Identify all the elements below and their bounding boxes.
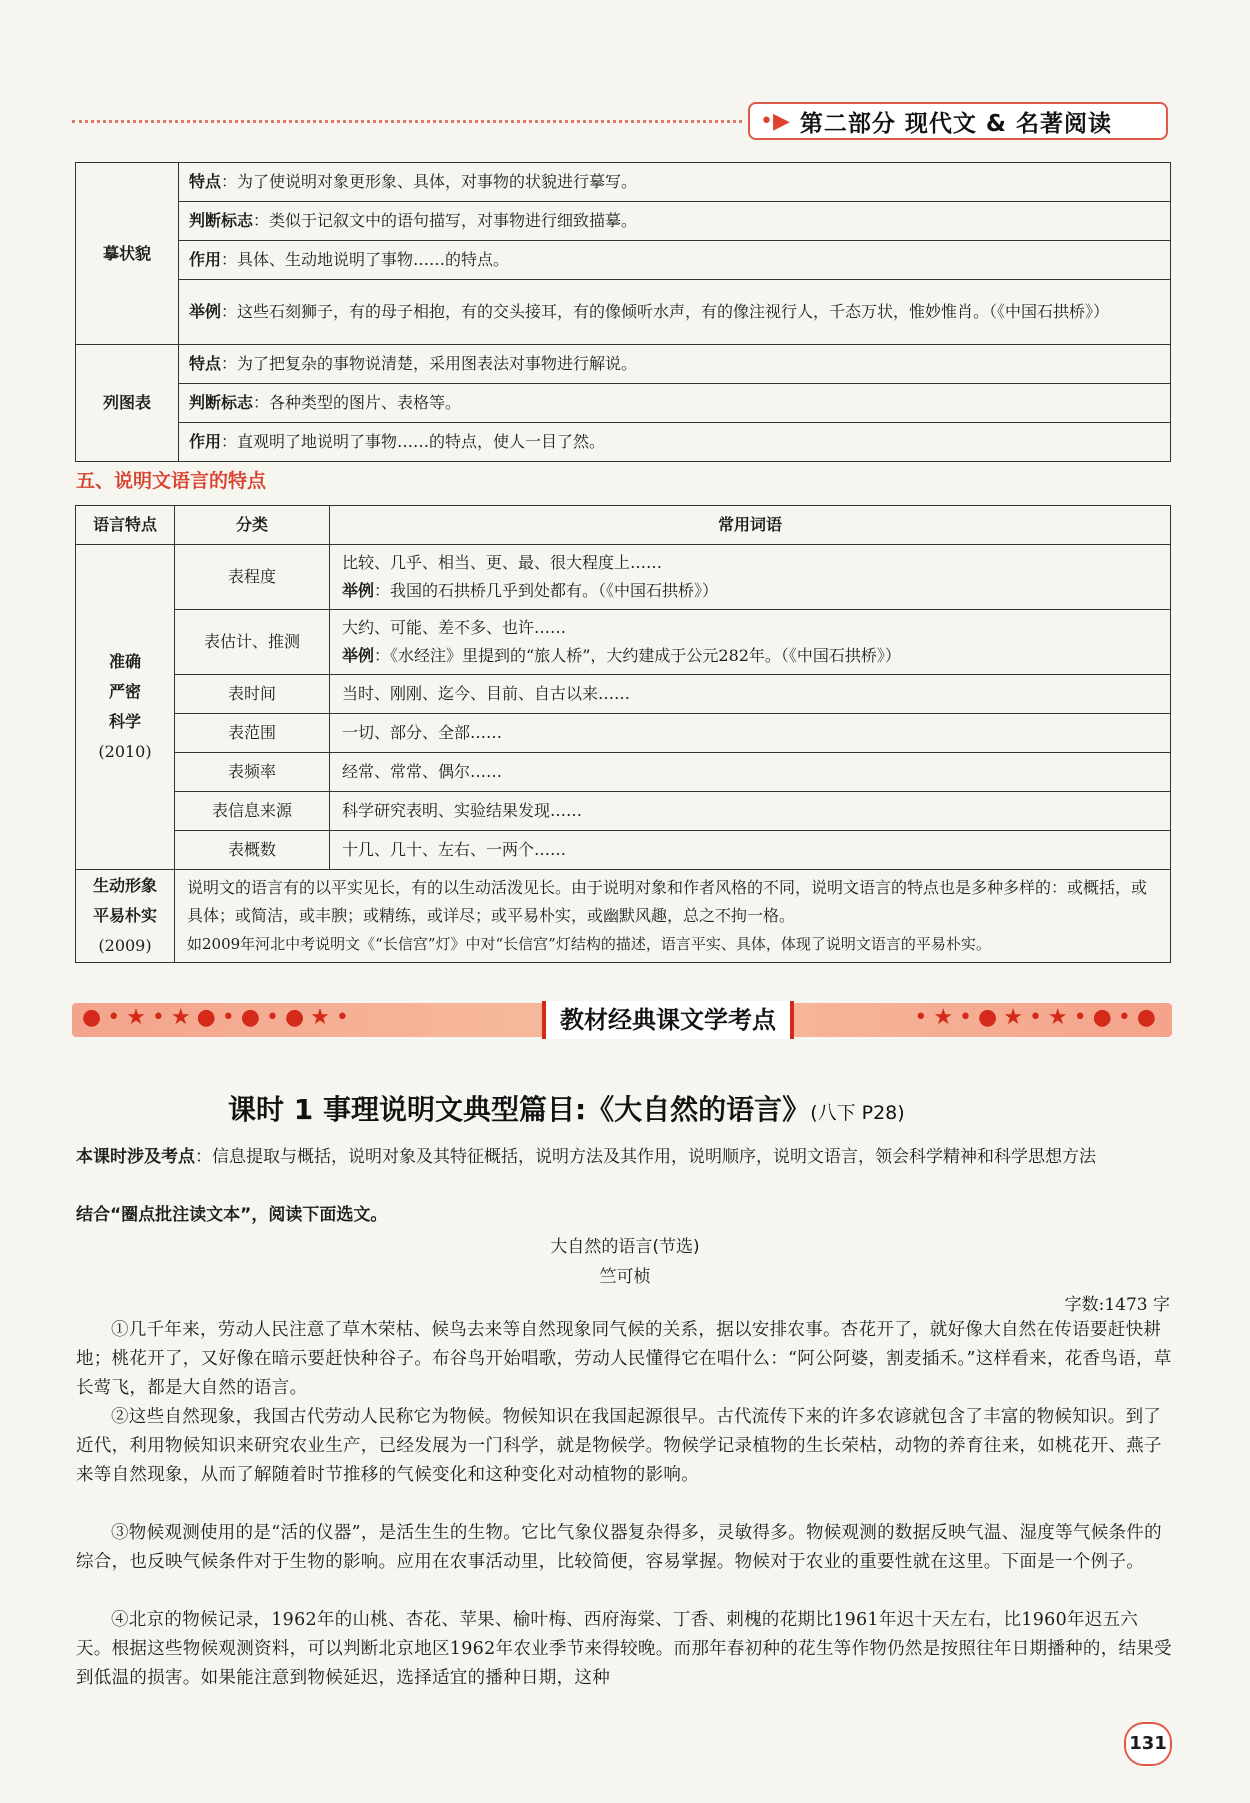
words-cell: 大约、可能、差不多、也许…… 举例：《水经注》里提到的“旅人桥”，大约建成于公元282年。（《中国石拱桥》）: [330, 610, 1171, 675]
table-row: 举例：这些石刻狮子，有的母子相抱，有的交头接耳，有的像倾听水声，有的像注视行人，千态万状，惟妙惟肖。（《中国石拱桥》）: [179, 280, 1171, 345]
table-row: 作用：直观明了地说明了事物……的特点，使人一目了然。: [179, 423, 1171, 462]
banner-decoration-icon: ●•★•★●•●•●★•: [82, 1005, 355, 1030]
article-author: 竺可桢: [599, 1267, 651, 1287]
table-row: 特点：为了使说明对象更形象、具体，对事物的状貌进行摹写。: [179, 163, 1171, 202]
class-cell: 表概数: [175, 831, 330, 870]
class-cell: 表信息来源: [175, 792, 330, 831]
section-header-tab: [748, 102, 1168, 140]
article-paragraph: ②这些自然现象，我国古代劳动人民称它为物候。物候知识在我国起源很早。古代流传下来的许多农谚就包含了丰富的物候知识。到了近代，利用物候知识来研究农业生产，已经发展为一门科学，就是物候学。物候学记录植物的生长荣枯，动物的养育往来，如桃花开、燕子来等自然现象，从而了解随着时节推移的气候变化和这种变化对动植物的影响。: [76, 1407, 1162, 1485]
banner-decoration-icon: •★•●★•★•●•●: [914, 1005, 1162, 1030]
table-row: 特点：为了把复杂的事物说清楚，采用图表法对事物进行解说。: [179, 345, 1171, 384]
article-paragraph: ③物候观测使用的是“活的仪器”，是活生生的生物。它比气象仪器复杂得多，灵敏得多。物候观测的数据反映气温、湿度等气候条件的综合，也反映气候条件对于生物的影响。应用在农事活动里，比较简便，容易掌握。物候对于农业的重要性就在这里。下面是一个例子。: [76, 1523, 1162, 1572]
words-cell: 说明文的语言有的以平实见长，有的以生动活泼见长。由于说明对象和作者风格的不同，说明文语言的特点也是多种多样的：或概括，或具体；或简洁，或丰腴；或精练，或详尽；或平易朴实，或幽默风趣，总之不拘一格。 如2009年河北中考说明文《“长信宫”灯》中对“长信宫”灯结构的描述，语言平实、具体，体现了说明文语言的平易朴实。: [175, 870, 1171, 963]
words-cell: 一切、部分、全部……: [330, 714, 1171, 753]
table-row: 判断标志：类似于记叙文中的语句描写，对事物进行细致描摹。: [179, 202, 1171, 241]
header-cell: 分类: [175, 506, 330, 545]
header-cell: 语言特点: [76, 506, 175, 545]
table-row: 作用：具体、生动地说明了事物……的特点。: [179, 241, 1171, 280]
arrow-icon: •▶: [760, 108, 790, 134]
category-cell: 摹状貌: [76, 163, 179, 345]
words-cell: 经常、常常、偶尔……: [330, 753, 1171, 792]
reading-instruction: 结合“圈点批注读文本”，阅读下面选文。: [76, 1205, 388, 1225]
header-dotted-line: [72, 120, 742, 123]
article-paragraph: ④北京的物候记录，1962年的山桃、杏花、苹果、榆叶梅、西府海棠、丁香、刺槐的花期比1961年迟十天左右，比1960年迟五六天。根据这些物候观测资料，可以判断北京地区1962年农业季节来得较晚。而那年春初种的花生等作物仍然是按照往年日期播种的，结果受到低温的损害。如果能注意到物候延迟，选择适宜的播种日期，这种: [76, 1610, 1172, 1688]
section-label: 第二部分 现代文 & 名著阅读: [799, 110, 1112, 137]
section-title: 五、说明文语言的特点: [76, 470, 267, 492]
methods-table: [75, 162, 1171, 462]
category-cell: 生动形象 平易朴实 (2009): [76, 870, 175, 963]
words-cell: 十几、几十、左右、一两个……: [330, 831, 1171, 870]
article-title: 大自然的语言(节选): [550, 1237, 700, 1257]
article-paragraph: ①几千年来，劳动人民注意了草木荣枯、候鸟去来等自然现象同气候的关系，据以安排农事。杏花开了，就好像大自然在传语要赶快耕地；桃花开了，又好像在暗示要赶快种谷子。布谷鸟开始唱歌，劳动人民懂得它在唱什么：“阿公阿婆，割麦插禾。”这样看来，花香鸟语，草长莺飞，都是大自然的语言。: [76, 1320, 1172, 1398]
class-cell: 表时间: [175, 675, 330, 714]
language-table: [75, 505, 1171, 963]
word-count: 字数:1473 字: [1064, 1295, 1170, 1315]
class-cell: 表范围: [175, 714, 330, 753]
words-cell: 当时、刚刚、迄今、目前、自古以来……: [330, 675, 1171, 714]
header-cell: 常用词语: [330, 506, 1171, 545]
page-number: 131: [1124, 1722, 1172, 1766]
category-cell: 准确 严密 科学 (2010): [76, 545, 175, 870]
category-cell: 列图表: [76, 345, 179, 462]
words-cell: 科学研究表明、实验结果发现……: [330, 792, 1171, 831]
table-row: 判断标志：各种类型的图片、表格等。: [179, 384, 1171, 423]
exam-points: 本课时涉及考点：信息提取与概括，说明对象及其特征概括，说明方法及其作用，说明顺序，说明文语言，领会科学精神和科学思想方法: [76, 1147, 1096, 1167]
words-cell: 比较、几乎、相当、更、最、很大程度上…… 举例：我国的石拱桥几乎到处都有。（《中国石拱桥》）: [330, 545, 1171, 610]
class-cell: 表程度: [175, 545, 330, 610]
banner-title: 教材经典课文学考点: [542, 1001, 794, 1039]
section-banner: [72, 1003, 1172, 1037]
class-cell: 表估计、推测: [175, 610, 330, 675]
lesson-title: 课时 1 事理说明文典型篇目:《大自然的语言》(八下 P28): [228, 1093, 905, 1126]
class-cell: 表频率: [175, 753, 330, 792]
